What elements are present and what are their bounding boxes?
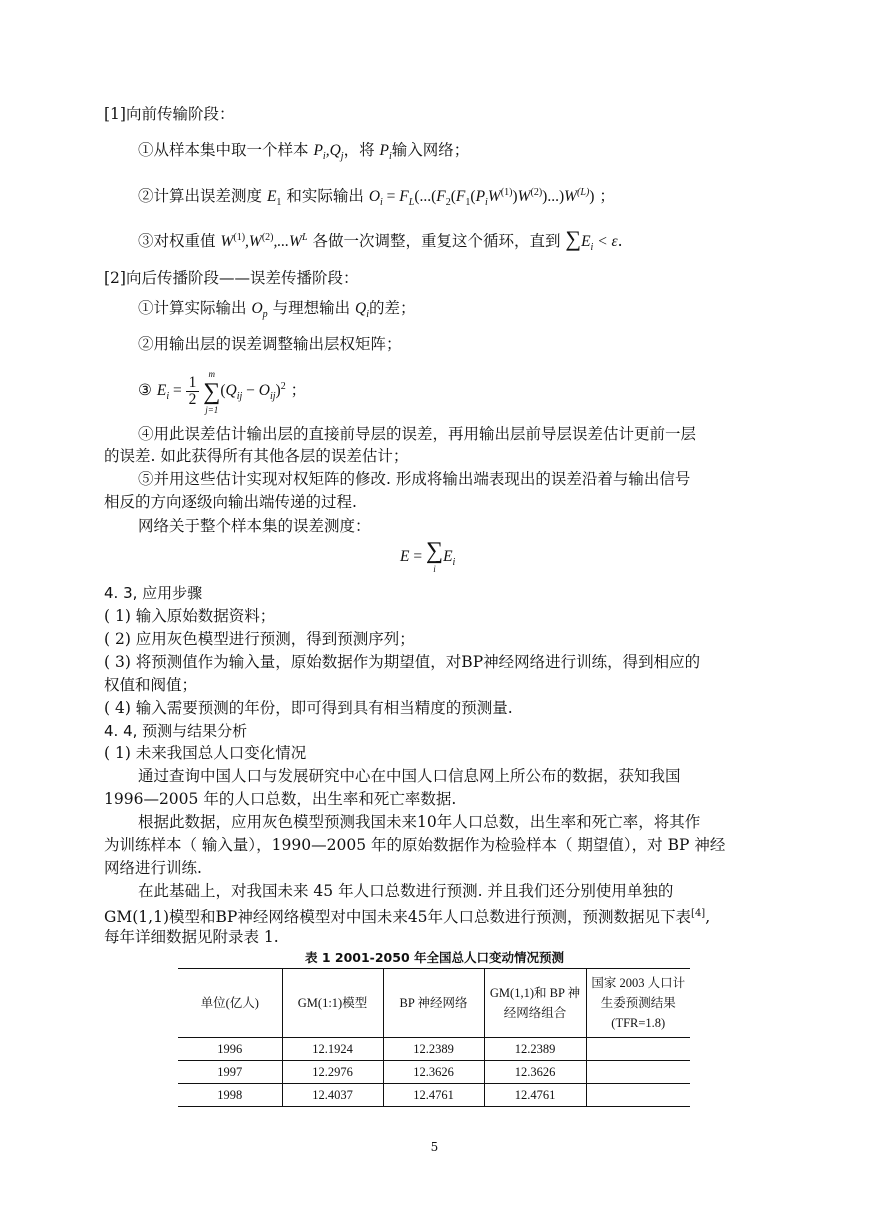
backward-step-5-line1: ⑤并用这些估计实现对权矩阵的修改. 形成将输出端表现出的误差沿着与输出信号 — [138, 470, 691, 488]
apply-steps-heading: 4. 3, 应用步骤 — [104, 584, 203, 602]
backward-step-5-line2: 相反的方向逐级向输出端传递的过程. — [104, 493, 357, 511]
para3-line2: GM(1,1)模型和BP神经网络模型对中国未来45年人口总数进行预测，预测数据见下表[4], — [104, 908, 711, 927]
apply-step-2: ( 2) 应用灰色模型进行预测，得到预测序列； — [104, 630, 415, 648]
table-cell-year: 1996 — [178, 1038, 282, 1061]
total-error-formula: E = ∑ i $E_i$ — [400, 538, 456, 575]
table-cell: 12.4761 — [484, 1084, 586, 1107]
para1-line2: 1996—2005 年的人口总数，出生率和死亡率数据. — [104, 790, 457, 808]
table-caption: 表 1 2001-2050 年全国总人口变动情况预测 — [304, 950, 565, 965]
backward-step-4-line2: 的误差. 如此获得所有其他各层的误差估计； — [104, 447, 409, 465]
table-cell — [586, 1038, 690, 1061]
table-cell-year: 1997 — [178, 1061, 282, 1084]
total-error-intro: 网络关于整个样本集的误差测度： — [138, 517, 371, 535]
table-cell — [586, 1084, 690, 1107]
apply-step-1: ( 1) 输入原始数据资料； — [104, 607, 276, 625]
forward-step-3: ③对权重值 $W^{(1)},W^{(2)},...W^L$ 各做一次调整，重复这个循环，直到 $\sum E_i < \varepsilon$. — [138, 226, 623, 254]
para2-line3: 网络进行训练. — [104, 859, 202, 877]
table-row — [178, 1038, 690, 1061]
backward-step-2: ②用输出层的误差调整输出层权矩阵； — [138, 335, 402, 353]
table-cell: 12.2389 — [484, 1038, 586, 1061]
table-cell: 12.4761 — [383, 1084, 484, 1107]
table-cell-year: 1998 — [178, 1084, 282, 1107]
table-row — [178, 1061, 690, 1084]
forward-stage-heading: [1]向前传输阶段： — [104, 105, 235, 123]
apply-step-3-cont: 权值和阀值； — [104, 676, 198, 694]
table-cell: 12.1924 — [282, 1038, 383, 1061]
table-header-row — [178, 969, 690, 1038]
table-cell: 12.3626 — [484, 1061, 586, 1084]
table-cell: 12.2389 — [383, 1038, 484, 1061]
table-header-bp: BP 神经网络 — [383, 969, 484, 1038]
forward-step-2: ②计算出误差测度 $E_1$ 和实际输出 $O_i = F_L(...(F_2(F_1(P_iW^{(1)})W^{(2)})...)W^{(L)})$ ； — [138, 187, 615, 209]
table-cell — [586, 1061, 690, 1084]
table-header-unit: 单位(亿人) — [200, 996, 259, 1010]
para3-line3: 每年详细数据见附录表 1. — [104, 928, 279, 946]
table-cell: 12.4037 — [282, 1084, 383, 1107]
backward-step-3: ③ $E_i$ = $\frac{1}{2}$ m ∑ j=1 $(Q_{ij} - O_{ij})^2$ ； — [138, 368, 307, 415]
table-cell: 12.2976 — [282, 1061, 383, 1084]
para3-line1: 在此基础上，对我国未来 45 年人口总数进行预测. 并且我们还分别使用单独的 — [138, 882, 674, 900]
backward-stage-heading: [2]向后传播阶段——误差传播阶段： — [104, 269, 359, 287]
population-forecast-table — [178, 968, 690, 1107]
table-row — [178, 1084, 690, 1107]
table-header-national: 国家 2003 人口计生委预测结果(TFR=1.8) — [586, 969, 690, 1038]
apply-step-3: ( 3) 将预测值作为输入量，原始数据作为期望值，对BP神经网络进行训练，得到相应的 — [104, 653, 701, 671]
result-subheading: ( 1) 未来我国总人口变化情况 — [104, 744, 307, 762]
table-cell: 12.3626 — [383, 1061, 484, 1084]
backward-step-1: ①计算实际输出 $O_p$ 与理想输出 $Q_i$的差； — [138, 299, 416, 321]
citation-ref: [4] — [691, 908, 706, 919]
page-number: 5 — [430, 1140, 439, 1154]
forward-step-1: ①从样本集中取一个样本 $P_i,Q_j$，将 $P_i$输入网络； — [138, 141, 470, 163]
table-header-combined: GM(1,1)和 BP 神经网络组合 — [484, 969, 586, 1038]
para1-line1: 通过查询中国人口与发展研究中心在中国人口信息网上所公布的数据，获知我国 — [138, 767, 681, 785]
backward-step-4-line1: ④用此误差估计输出层的直接前导层的误差，再用输出层前导层误差估计更前一层 — [138, 425, 697, 443]
table-header-gm: GM(1:1)模型 — [282, 969, 383, 1038]
apply-step-4: ( 4) 输入需要预测的年份，即可得到具有相当精度的预测量. — [104, 699, 513, 717]
result-heading: 4. 4, 预测与结果分析 — [104, 722, 248, 740]
para2-line1: 根据此数据，应用灰色模型预测我国未来10年人口总数，出生率和死亡率，将其作 — [138, 813, 701, 831]
para2-line2: 为训练样本（ 输入量），1990—2005 年的原始数据作为检验样本（ 期望值），对 BP 神经 — [104, 836, 726, 854]
